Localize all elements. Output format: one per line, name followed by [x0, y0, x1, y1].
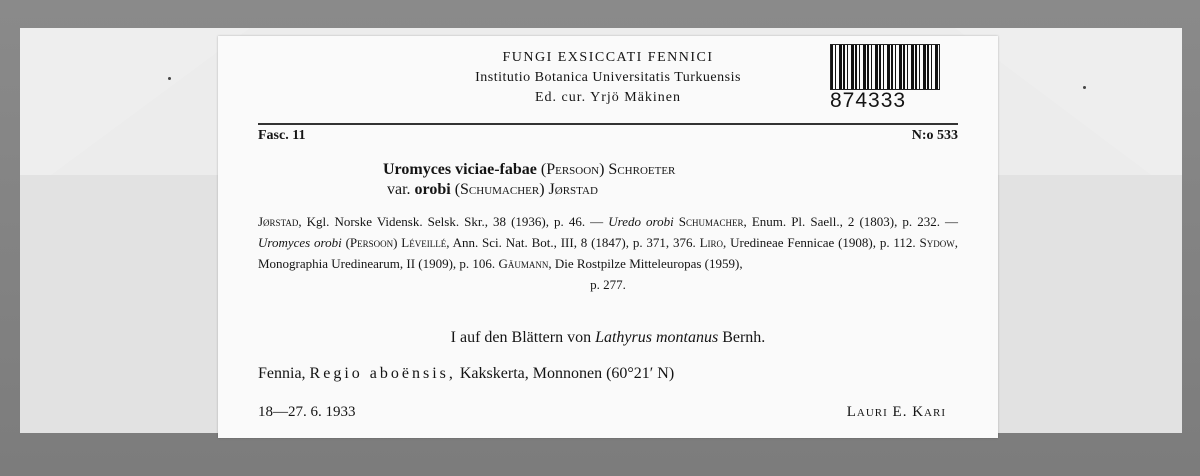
ref-author: Jørstad [258, 214, 299, 229]
envelope-fold-left [20, 175, 250, 433]
locality-place: Kakskerta, Monnonen (60°21′ N) [459, 365, 675, 382]
fascicle-number: Fasc. 11 [258, 128, 306, 143]
variety-name: orobi [414, 181, 451, 198]
ref-text: , Kgl. Norske Vidensk. Selsk. Skr., 38 (1936), p. 46. — [298, 214, 604, 229]
ref-synonym: Uromyces orobi [258, 235, 342, 250]
literature-references [258, 211, 958, 295]
ref-author: Gäumann [498, 256, 549, 271]
barcode-icon [830, 44, 940, 90]
ref-text: , Enum. Pl. Saell., 2 (1803), p. 232. — [743, 214, 959, 229]
ref-synonym-author: Schumacher [678, 214, 744, 229]
speck [168, 77, 171, 80]
locality-line [258, 365, 674, 383]
taxon-binomial: Uromyces viciae-fabae [383, 161, 537, 178]
series-title: FUNGI EXSICCATI FENNICI [502, 50, 714, 65]
host-plant-author: Bernh. [722, 329, 766, 346]
barcode-block [830, 44, 942, 112]
taxon-author: (Persoon) Schroeter [540, 161, 676, 178]
ref-author: Sydow [919, 235, 955, 250]
specimen-label [218, 36, 998, 438]
envelope-flap-left [20, 28, 250, 198]
header-divider [258, 123, 958, 125]
variety-label: var. [387, 181, 411, 198]
collector-name: Lauri E. Kari [846, 404, 946, 420]
ref-author: Liro [699, 235, 724, 250]
ref-text: , Ann. Sci. Nat. Bot., III, 8 (1847), p. 371, 376. [446, 235, 696, 250]
speck [1083, 86, 1086, 89]
collection-date: 18—27. 6. 1933 [258, 404, 356, 420]
variety-author: (Schumacher) Jørstad [454, 181, 598, 198]
ref-text: , Uredineae Fennicae (1908), p. 112. [723, 235, 916, 250]
taxon-name [383, 160, 675, 200]
locality-country: Fennia, [258, 365, 306, 382]
institution-name: Institutio Botanica Universitatis Turkuensis [475, 70, 741, 85]
ref-text: , Monographia Uredinearum, II (1909), p. 106. [258, 235, 958, 271]
host-prefix: I auf den Blättern von [450, 329, 592, 346]
ref-synonym: Uredo orobi [608, 214, 674, 229]
ref-text: , Die Rostpilze Mitteleuropas (1959), [548, 256, 743, 271]
barcode-number: 874333 [830, 89, 907, 112]
host-plant-line [218, 329, 998, 347]
specimen-number: N:o 533 [911, 128, 958, 143]
ref-synonym-author: (Persoon) Léveillé [345, 235, 447, 250]
host-plant-name: Lathyrus montanus [595, 329, 719, 346]
ref-text: p. 277. [590, 277, 626, 292]
editor-line: Ed. cur. Yrjö Mäkinen [534, 90, 682, 105]
locality-region: Regio aboënsis, [309, 365, 456, 382]
